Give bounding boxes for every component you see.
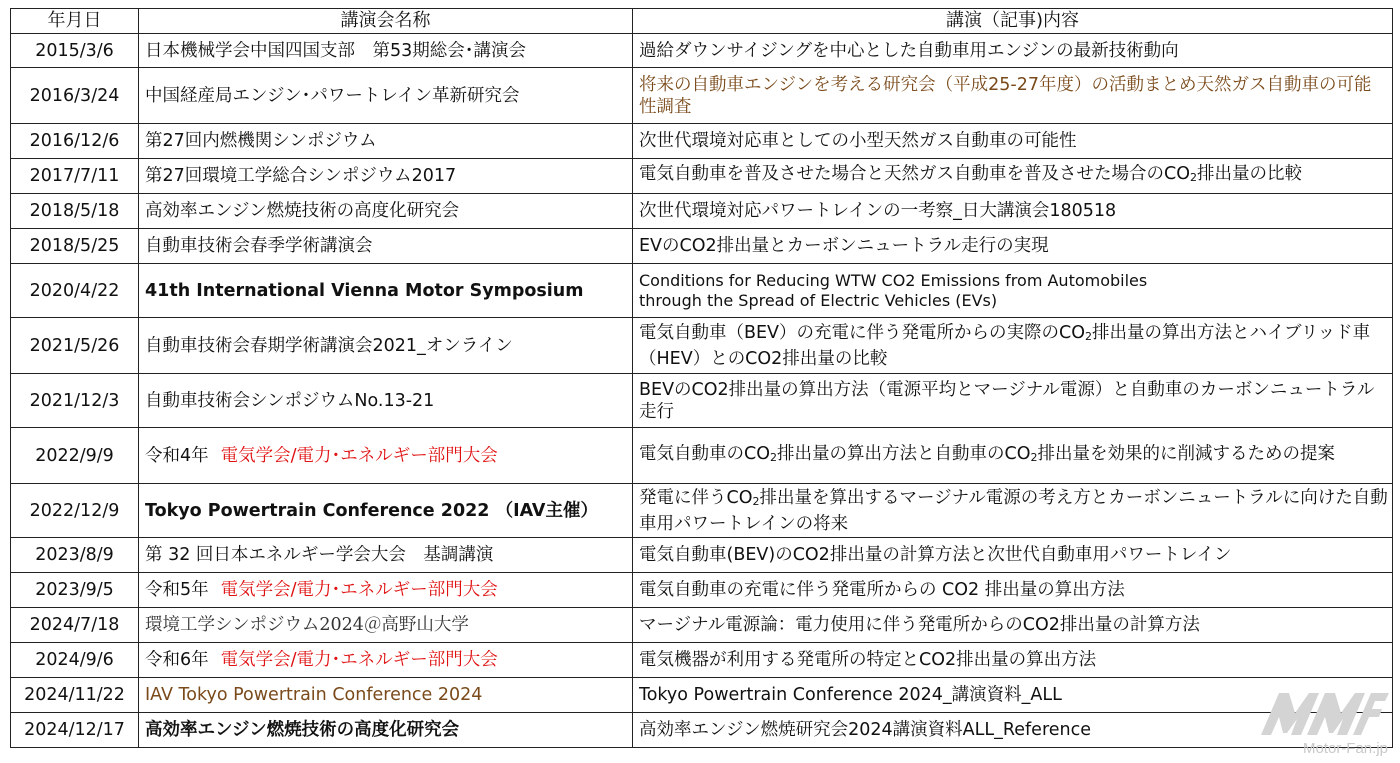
date-cell: 2021/5/26: [11, 318, 139, 374]
subscript: 2: [752, 494, 760, 508]
topic-text: 排出量の比較: [1197, 164, 1302, 184]
event-cell: 自動車技術会春期学術講演会2021_オンライン: [139, 318, 633, 374]
table-row: [11, 68, 1393, 124]
topic-cell: 次世代環境対応パワートレインの一考察_日大講演会180518: [633, 194, 1393, 229]
date-cell: 2016/3/24: [11, 68, 139, 124]
header-event: 講演会名称: [139, 9, 633, 34]
date-cell: 2023/8/9: [11, 538, 139, 573]
date-cell: 2020/4/22: [11, 264, 139, 318]
table-row: [11, 159, 1393, 194]
topic-cell: 高効率エンジン燃焼研究会2024講演資料ALL_Reference: [633, 713, 1393, 748]
topic-cell: マージナル電源論：電力使用に伴う発電所からのCO2排出量の計算方法: [633, 608, 1393, 643]
topic-cell: Tokyo Powertrain Conference 2024_講演資料_ALL: [633, 678, 1393, 713]
topic-cell: BEVのCO2排出量の算出方法（電源平均とマージナル電源）と自動車のカーボンニュートラル走行: [633, 374, 1393, 428]
topic-text: 発電に伴うCO: [639, 487, 753, 508]
topic-cell: [633, 159, 1393, 194]
watermark-text: Motor-Fan.jp: [1302, 740, 1388, 757]
date-cell: 2021/12/3: [11, 374, 139, 428]
event-prefix: 令和6年: [145, 650, 209, 670]
date-cell: 2018/5/18: [11, 194, 139, 229]
table-row: [11, 608, 1393, 643]
subscript: 2: [1190, 171, 1197, 184]
event-cell: [139, 573, 633, 608]
event-prefix: 令和4年: [145, 445, 209, 466]
event-highlight: 電気学会/電力･エネルギー部門大会: [220, 580, 498, 600]
topic-cell: [633, 318, 1393, 374]
date-cell: 2023/9/5: [11, 573, 139, 608]
table-row: [11, 484, 1393, 538]
event-cell: 第27回内燃機関シンポジウム: [139, 124, 633, 159]
table-row: [11, 374, 1393, 428]
topic-cell: 電気機器が利用する発電所の特定とCO2排出量の算出方法: [633, 643, 1393, 678]
table-row: [11, 229, 1393, 264]
topic-line: through the Spread of Electric Vehicles (EVs): [639, 290, 998, 310]
event-prefix: 令和5年: [145, 580, 209, 600]
event-cell: [139, 643, 633, 678]
event-cell: [139, 428, 633, 484]
date-cell: 2024/7/18: [11, 608, 139, 643]
topic-cell: 将来の自動車エンジンを考える研究会（平成25-27年度）の活動まとめ天然ガス自動車の可能性調査: [633, 68, 1393, 124]
topic-cell: 電気自動車(BEV)のCO2排出量の計算方法と次世代自動車用パワートレイン: [633, 538, 1393, 573]
topic-cell: [633, 428, 1393, 484]
event-cell: Tokyo Powertrain Conference 2022 （IAV主催）: [139, 484, 633, 538]
topic-text: 排出量の算出方法と自動車のCO: [777, 443, 1031, 464]
event-cell: 中国経産局エンジン･パワートレイン革新研究会: [139, 68, 633, 124]
event-highlight: 電気学会/電力･エネルギー部門大会: [220, 445, 498, 466]
header-topic: 講演（記事)内容: [633, 9, 1393, 34]
topic-cell: 次世代環境対応車としての小型天然ガス自動車の可能性: [633, 124, 1393, 159]
table-row: [11, 428, 1393, 484]
topic-cell: 電気自動車の充電に伴う発電所からの CO2 排出量の算出方法: [633, 573, 1393, 608]
topic-cell: [633, 484, 1393, 538]
date-cell: 2022/12/9: [11, 484, 139, 538]
table-row: [11, 34, 1393, 68]
date-cell: 2015/3/6: [11, 34, 139, 68]
date-cell: 2022/9/9: [11, 428, 139, 484]
event-cell: 高効率エンジン燃焼技術の高度化研究会: [139, 713, 633, 748]
topic-text: 排出量を効果的に削減するための提案: [1037, 443, 1335, 464]
topic-cell: EVのCO2排出量とカーボンニュートラル走行の実現: [633, 229, 1393, 264]
event-cell: 日本機械学会中国四国支部 第53期総会･講演会: [139, 34, 633, 68]
event-cell: 高効率エンジン燃焼技術の高度化研究会: [139, 194, 633, 229]
topic-text: 排出量の算出方法とハイブリッド車（HEV）とのCO2排出量の比較: [639, 322, 1371, 369]
event-cell: 自動車技術会シンポジウムNo.13-21: [139, 374, 633, 428]
event-cell: 41th International Vienna Motor Symposium: [139, 264, 633, 318]
event-cell: 第27回環境工学総合シンポジウム2017: [139, 159, 633, 194]
table-row: [11, 124, 1393, 159]
topic-text: 電気自動車のCO: [639, 443, 770, 464]
table-row: [11, 713, 1393, 748]
topic-line: Conditions for Reducing WTW CO2 Emissions from Automobiles: [639, 270, 1148, 290]
topic-cell: [633, 264, 1393, 318]
table-row: [11, 573, 1393, 608]
subscript: 2: [1085, 329, 1093, 343]
event-highlight: 電気学会/電力･エネルギー部門大会: [220, 650, 498, 670]
table-row: [11, 194, 1393, 229]
topic-text: 電気自動車を普及させた場合と天然ガス自動車を普及させた場合のCO: [639, 164, 1190, 184]
header-date: 年月日: [11, 9, 139, 34]
table-row: [11, 643, 1393, 678]
subscript: 2: [770, 450, 777, 464]
table-row: [11, 318, 1393, 374]
table-row: [11, 538, 1393, 573]
lecture-table: [10, 8, 1393, 748]
date-cell: 2016/12/6: [11, 124, 139, 159]
date-cell: 2024/12/17: [11, 713, 139, 748]
event-cell: 自動車技術会春季学術講演会: [139, 229, 633, 264]
event-cell: 第 32 回日本エネルギー学会大会 基調講演: [139, 538, 633, 573]
header-row: [11, 9, 1393, 34]
table-row: [11, 678, 1393, 713]
date-cell: 2018/5/25: [11, 229, 139, 264]
date-cell: 2024/9/6: [11, 643, 139, 678]
topic-text: 電気自動車（BEV）の充電に伴う発電所からの実際のCO: [639, 322, 1086, 343]
event-cell: IAV Tokyo Powertrain Conference 2024: [139, 678, 633, 713]
date-cell: 2024/11/22: [11, 678, 139, 713]
topic-cell: 過給ダウンサイジングを中心とした自動車用エンジンの最新技術動向: [633, 34, 1393, 68]
table-row: [11, 264, 1393, 318]
event-cell: 環境工学シンポジウム2024＠高野山大学: [139, 608, 633, 643]
date-cell: 2017/7/11: [11, 159, 139, 194]
topic-text: 排出量を算出するマージナル電源の考え方とカーボンニュートラルに向けた自動車用パワートレインの将来: [639, 487, 1388, 534]
subscript: 2: [1030, 450, 1038, 464]
